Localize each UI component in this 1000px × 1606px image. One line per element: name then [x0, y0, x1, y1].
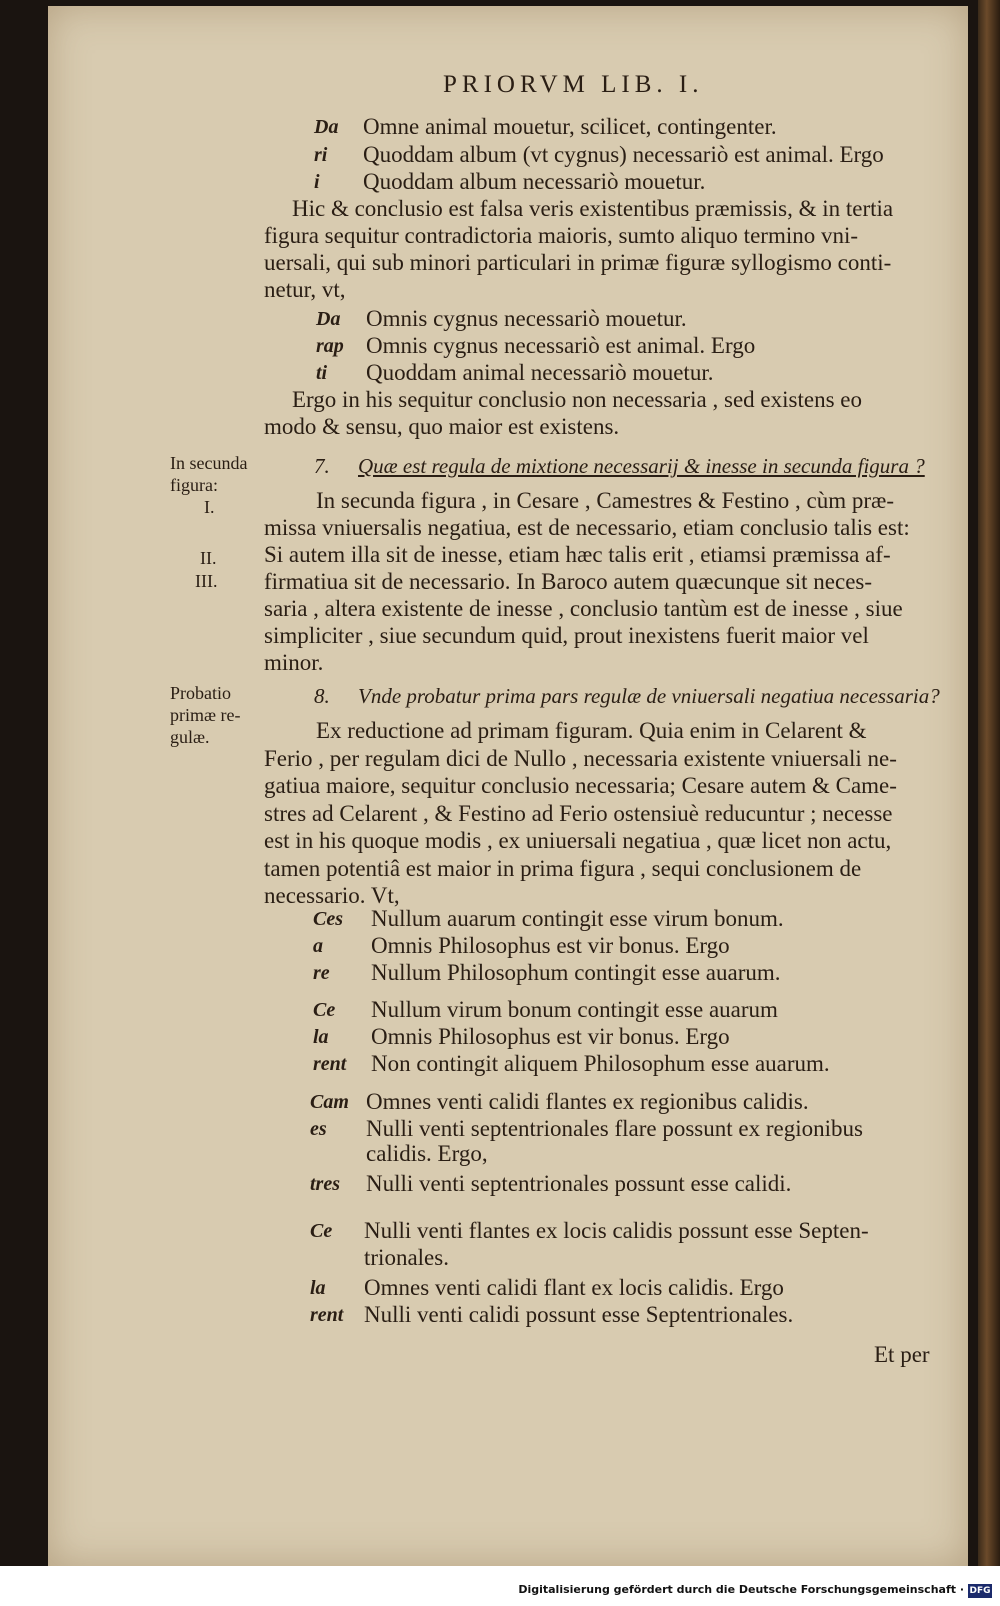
p4-line: est in his quoque modis , ex uniuersali negatiua , quæ licet non actu, — [264, 828, 892, 853]
syl4-line: Non contingit aliquem Philosophum esse auarum. — [371, 1051, 830, 1076]
margin-note-1-line: In secunda — [170, 453, 248, 473]
p4-line: Ex reductione ad primam figuram. Quia enim in Celarent & — [316, 718, 867, 743]
syl2-line: Omnis cygnus necessariò mouetur. — [366, 306, 687, 331]
footer-credit: Digitalisierung gefördert durch die Deutsche Forschungsgemeinschaft · — [518, 1583, 964, 1596]
p3-line: In secunda figura , in Cesare , Camestres & Festino , cùm præ- — [316, 488, 895, 513]
syl2-mood-label: rap — [316, 335, 344, 357]
syl1-line: Quoddam album necessariò mouetur. — [363, 169, 706, 194]
syl1-line: Quoddam album (vt cygnus) necessariò est animal. Ergo — [363, 142, 884, 167]
syl5-line: calidis. Ergo, — [366, 1141, 488, 1166]
book-page — [48, 6, 968, 1566]
syl1-mood-label: i — [314, 171, 320, 193]
margin-note-2-line: Probatio — [170, 683, 231, 703]
footer-bar — [0, 1566, 1000, 1606]
syl6-line: trionales. — [364, 1245, 449, 1270]
syl5-line: Nulli venti septentrionales flare possunt ex regionibus — [366, 1116, 863, 1141]
p3-line: simpliciter , siue secundum quid, prout inexistens fuerit maior vel — [264, 623, 869, 648]
syl2-mood-label: ti — [316, 362, 328, 384]
p1-line: Hic & conclusio est falsa veris existentibus præmissis, & in tertia — [292, 196, 894, 221]
book-edge — [978, 0, 1000, 1606]
p2-line: Ergo in his sequitur conclusio non necessaria , sed existens eo — [292, 387, 862, 412]
p3-line: Si autem illa sit de inesse, etiam hæc talis erit , etiamsi præmissa af- — [264, 542, 891, 567]
margin-note-1-line: II. — [200, 548, 217, 568]
p3-line: missa vniuersalis negatiua, est de necessario, etiam conclusio talis est: — [264, 515, 910, 540]
syl5-mood-label: es — [310, 1118, 327, 1140]
p3-line: saria , altera existente de inesse , conclusio tantùm est de inesse , siue — [264, 596, 903, 621]
question-8-number: 8. — [314, 684, 330, 708]
syl1-mood-label: Da — [314, 116, 339, 138]
syl4-mood-label: rent — [313, 1053, 347, 1075]
syl6-mood-label: rent — [310, 1304, 344, 1326]
question-8-text: Vnde probatur prima pars regulæ de vniuersali negatiua necessaria? — [358, 684, 940, 708]
syl1-line: Omne animal mouetur, scilicet, contingenter. — [363, 114, 777, 139]
syl3-line: Omnis Philosophus est vir bonus. Ergo — [371, 933, 730, 958]
syl5-line: Nulli venti septentrionales possunt esse calidi. — [366, 1171, 792, 1196]
margin-note-2-line: gulæ. — [170, 727, 210, 747]
p1-line: figura sequitur contradictoria maioris, sumto aliquo termino vni- — [264, 223, 859, 248]
margin-note-1-line: I. — [204, 497, 215, 517]
margin-note-1-line: III. — [195, 571, 218, 591]
p3-line: firmatiua sit de necessario. In Baroco autem quæcunque sit neces- — [264, 569, 873, 594]
running-head: PRIORVM LIB. I. — [443, 71, 704, 98]
margin-note-1-line: figura: — [170, 475, 218, 495]
syl4-line: Nullum virum bonum contingit esse auarum — [371, 997, 778, 1022]
syl2-line: Quoddam animal necessariò mouetur. — [366, 360, 714, 385]
syl2-mood-label: Da — [316, 308, 341, 330]
syl3-mood-label: Ces — [313, 908, 343, 930]
syl3-line: Nullum Philosophum contingit esse auarum. — [371, 960, 781, 985]
question-7-number: 7. — [314, 454, 330, 478]
syl2-line: Omnis cygnus necessariò est animal. Ergo — [366, 333, 756, 358]
syl4-mood-label: la — [313, 1026, 329, 1048]
syl6-line: Nulli venti flantes ex locis calidis possunt esse Septen- — [364, 1218, 869, 1243]
syl4-line: Omnis Philosophus est vir bonus. Ergo — [371, 1024, 730, 1049]
syl6-mood-label: la — [310, 1277, 326, 1299]
dfg-logo: DFG — [969, 1586, 991, 1596]
p1-line: uersali, qui sub minori particulari in primæ figuræ syllogismo conti- — [264, 250, 892, 275]
syl6-line: Nulli venti calidi possunt esse Septentrionales. — [364, 1302, 794, 1327]
p4-line: tamen potentiâ est maior in prima figura , sequi conclusionem de — [264, 855, 862, 881]
syl3-mood-label: a — [313, 935, 323, 957]
syl3-line: Nullum auarum contingit esse virum bonum. — [371, 906, 784, 931]
syl5-mood-label: tres — [310, 1173, 340, 1195]
p4-line: necessario. Vt, — [264, 883, 400, 908]
p4-line: gatiua maiore, sequitur conclusio necessaria; Cesare autem & Came- — [264, 773, 897, 798]
syl5-line: Omnes venti calidi flantes ex regionibus calidis. — [366, 1089, 809, 1114]
syl4-mood-label: Ce — [313, 999, 336, 1021]
catchword: Et per — [874, 1342, 930, 1367]
syl1-mood-label: ri — [314, 144, 328, 166]
p4-line: stres ad Celarent , & Festino ad Ferio ostensiuè reducuntur ; necesse — [264, 800, 893, 826]
p2-line: modo & sensu, quo maior est existens. — [264, 414, 620, 439]
syl6-line: Omnes venti calidi flant ex locis calidis. Ergo — [364, 1275, 784, 1300]
syl5-mood-label: Cam — [310, 1091, 349, 1113]
question-7-text: Quæ est regula de mixtione necessarij & inesse in secunda figura ? — [358, 454, 925, 478]
syl3-mood-label: re — [313, 962, 330, 984]
syl6-mood-label: Ce — [310, 1220, 333, 1242]
p4-line: Ferio , per regulam dici de Nullo , necessaria existente vniuersali ne- — [264, 745, 897, 771]
margin-note-2-line: primæ re- — [170, 705, 241, 725]
p3-line: minor. — [264, 650, 324, 675]
p1-line: netur, vt, — [264, 277, 346, 302]
